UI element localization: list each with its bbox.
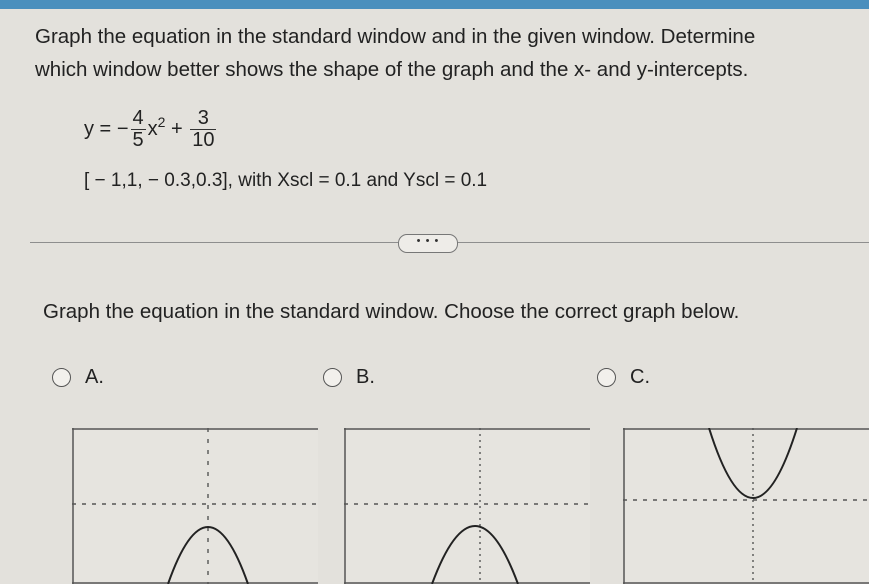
graph-c[interactable] (623, 428, 869, 584)
graph-c-svg (623, 428, 869, 584)
fraction-numerator: 3 (190, 108, 216, 130)
fraction-denominator: 5 (132, 129, 144, 151)
expand-more-button[interactable]: • • • (398, 234, 458, 253)
equation-variable: x (147, 117, 158, 140)
radio-button-b[interactable] (323, 368, 342, 387)
choice-b[interactable] (323, 366, 375, 389)
question-line-1: Graph the equation in the standard window and in the given window. Determine (35, 25, 756, 48)
equation-lhs: y = (84, 117, 112, 140)
choice-b-label: B. (356, 366, 375, 388)
equation-plus: + (170, 117, 183, 140)
equation (84, 108, 218, 151)
radio-button-c[interactable] (597, 368, 616, 387)
graph-prompt: Graph the equation in the standard window. Choose the correct graph below. (43, 300, 740, 323)
choice-a-label: A. (85, 366, 104, 388)
choice-c-label: C. (630, 366, 650, 388)
fraction-denominator: 10 (192, 129, 215, 151)
graph-b[interactable] (344, 428, 590, 584)
choice-a[interactable] (52, 366, 104, 389)
fraction-numerator: 4 (132, 107, 144, 129)
graph-b-svg (344, 428, 590, 584)
graph-a[interactable] (72, 428, 318, 584)
fraction-3-10 (190, 108, 216, 151)
graph-c-background (623, 428, 869, 584)
choice-c[interactable] (597, 366, 650, 389)
equation-minus: − (116, 117, 129, 140)
given-window-text: [ − 1,1, − 0.3,0.3], with Xscl = 0.1 and Yscl = 0.1 (84, 170, 488, 191)
radio-button-a[interactable] (52, 368, 71, 387)
equation-exponent: 2 (157, 114, 166, 131)
graph-a-background (72, 428, 318, 584)
fraction-4-5 (131, 108, 146, 151)
top-accent-bar (0, 0, 869, 9)
question-text (35, 20, 860, 86)
graph-a-svg (72, 428, 318, 584)
question-line-2: which window better shows the shape of the graph and the x- and y-intercepts. (35, 58, 749, 81)
graph-b-background (344, 428, 590, 584)
